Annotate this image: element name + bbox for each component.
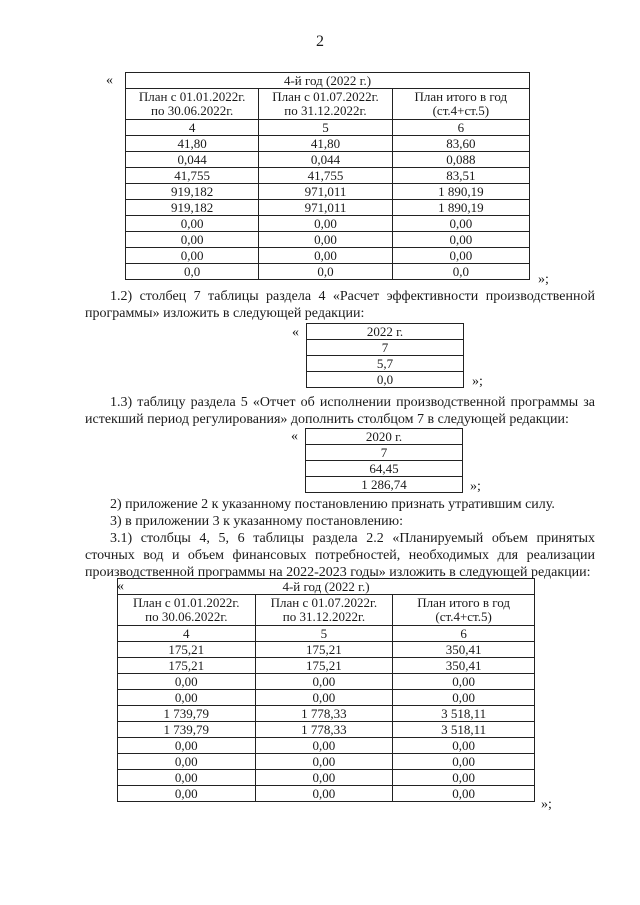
column-number-cell: 6 (392, 120, 529, 136)
year-header-cell: 4-й год (2022 г.) (118, 579, 535, 595)
table-cell: 350,41 (393, 658, 535, 674)
column-header-cell: План с 01.07.2022г. по 31.12.2022г. (259, 89, 392, 120)
table-cell: 350,41 (393, 642, 535, 658)
column-number-cell: 6 (393, 626, 535, 642)
table-cell: 971,011 (259, 200, 392, 216)
table-cell: 41,755 (126, 168, 259, 184)
table-row (118, 770, 535, 786)
table-cell: 3 518,11 (393, 706, 535, 722)
table-cell: 0,00 (259, 248, 392, 264)
table-cell: 0,00 (118, 754, 256, 770)
table-cell: 2020 г. (306, 429, 463, 445)
table-cell: 0,00 (255, 786, 393, 802)
table-row (307, 340, 464, 356)
table-cell: 0,00 (393, 754, 535, 770)
close-quote: »; (541, 797, 552, 812)
table-cell: 0,00 (255, 770, 393, 786)
column-header-cell: План с 01.01.2022г. по 30.06.2022г. (126, 89, 259, 120)
column-number-cell: 4 (118, 626, 256, 642)
table-row (126, 200, 530, 216)
table-row (126, 248, 530, 264)
table-cell: 64,45 (306, 461, 463, 477)
table-cell: 175,21 (255, 658, 393, 674)
table-cell: 0,00 (118, 738, 256, 754)
table-cell: 971,011 (259, 184, 392, 200)
close-quote: »; (538, 272, 549, 287)
table-cell: 0,00 (255, 738, 393, 754)
column-number-cell: 5 (255, 626, 393, 642)
close-quote: »; (472, 374, 483, 389)
table-cell: 1 890,19 (392, 200, 529, 216)
table-cell: 41,80 (259, 136, 392, 152)
column-number-cell: 4 (126, 120, 259, 136)
table-cell: 1 890,19 (392, 184, 529, 200)
table-cell: 2022 г. (307, 324, 464, 340)
year-header-row (126, 73, 530, 89)
table-cell: 0,00 (393, 770, 535, 786)
table-row (118, 754, 535, 770)
column-number-row (126, 120, 530, 136)
table-cell: 0,0 (126, 264, 259, 280)
table-cell: 0,044 (259, 152, 392, 168)
table-cell: 3 518,11 (393, 722, 535, 738)
year-header-cell: 4-й год (2022 г.) (126, 73, 530, 89)
table-cell: 83,51 (392, 168, 529, 184)
page-number: 2 (316, 33, 324, 50)
table-cell: 1 778,33 (255, 722, 393, 738)
table-row (118, 690, 535, 706)
table-row (118, 786, 535, 802)
open-quote: « (117, 579, 124, 594)
table-column-7-report (305, 428, 463, 493)
column-number-cell: 5 (259, 120, 392, 136)
column-header-row (126, 89, 530, 120)
table-plan-2022-section-4 (125, 72, 530, 280)
paragraph-1-3: 1.3) таблицу раздела 5 «Отчет об исполнении производственной программы за истекший период регулирования» дополнить столбцом 7 в следующей редакции: (85, 395, 595, 427)
paragraph-2: 2) приложение 2 к указанному постановлению признать утратившим силу. (110, 497, 555, 512)
table-cell: 1 286,74 (306, 477, 463, 493)
table-cell: 0,00 (255, 754, 393, 770)
table-cell: 0,00 (255, 690, 393, 706)
table-row (306, 445, 463, 461)
table-cell: 0,088 (392, 152, 529, 168)
table-row (306, 461, 463, 477)
table-cell: 175,21 (118, 642, 256, 658)
table-plan-2022-section-2-2 (117, 578, 535, 802)
table-row (126, 136, 530, 152)
table-cell: 0,00 (118, 690, 256, 706)
table-row (118, 658, 535, 674)
table-row (306, 429, 463, 445)
table-cell: 919,182 (126, 184, 259, 200)
table-cell: 0,00 (393, 738, 535, 754)
table-cell: 0,00 (392, 248, 529, 264)
table-row (307, 356, 464, 372)
column-header-cell: План итого в год (ст.4+ст.5) (393, 595, 535, 626)
table-cell: 0,0 (392, 264, 529, 280)
table-row (118, 738, 535, 754)
table-cell: 41,755 (259, 168, 392, 184)
table-row (118, 722, 535, 738)
table-cell: 0,0 (259, 264, 392, 280)
table-cell: 0,00 (392, 216, 529, 232)
table-cell: 0,00 (393, 674, 535, 690)
table-cell: 1 778,33 (255, 706, 393, 722)
table-row (118, 642, 535, 658)
table-row (307, 324, 464, 340)
table-column-7-efficiency (306, 323, 464, 388)
column-header-cell: План с 01.07.2022г. по 31.12.2022г. (255, 595, 393, 626)
table-cell: 175,21 (255, 642, 393, 658)
table-row (126, 184, 530, 200)
table-row (306, 477, 463, 493)
table-cell: 0,00 (392, 232, 529, 248)
table-cell: 1 739,79 (118, 722, 256, 738)
open-quote: « (291, 429, 298, 444)
table-row (307, 372, 464, 388)
table-cell: 7 (307, 340, 464, 356)
table-row (126, 168, 530, 184)
column-header-cell: План с 01.01.2022г. по 30.06.2022г. (118, 595, 256, 626)
table-cell: 0,00 (118, 674, 256, 690)
table-row (126, 216, 530, 232)
table-row (118, 706, 535, 722)
table-row (126, 232, 530, 248)
table-cell: 0,00 (126, 248, 259, 264)
year-header-row (118, 579, 535, 595)
table-cell: 0,00 (259, 232, 392, 248)
table-cell: 7 (306, 445, 463, 461)
column-header-row (118, 595, 535, 626)
table-cell: 5,7 (307, 356, 464, 372)
table-cell: 1 739,79 (118, 706, 256, 722)
table-cell: 0,0 (307, 372, 464, 388)
table-cell: 0,00 (255, 674, 393, 690)
table-cell: 0,00 (126, 232, 259, 248)
table-row (126, 152, 530, 168)
table-cell: 41,80 (126, 136, 259, 152)
table-cell: 0,00 (126, 216, 259, 232)
open-quote: « (292, 325, 299, 340)
table-cell: 0,00 (118, 770, 256, 786)
column-header-cell: План итого в год (ст.4+ст.5) (392, 89, 529, 120)
open-quote: « (106, 73, 113, 88)
table-cell: 0,044 (126, 152, 259, 168)
table-cell: 0,00 (393, 690, 535, 706)
table-cell: 0,00 (118, 786, 256, 802)
table-row (126, 264, 530, 280)
paragraph-3: 3) в приложении 3 к указанному постановлению: (110, 514, 404, 529)
table-cell: 0,00 (259, 216, 392, 232)
table-cell: 0,00 (393, 786, 535, 802)
table-row (118, 674, 535, 690)
column-number-row (118, 626, 535, 642)
table-cell: 175,21 (118, 658, 256, 674)
table-cell: 83,60 (392, 136, 529, 152)
paragraph-1-2: 1.2) столбец 7 таблицы раздела 4 «Расчет эффективности производственной программы» изложить в следующей редакции: (85, 289, 595, 321)
close-quote: »; (470, 479, 481, 494)
paragraph-3-1: 3.1) столбцы 4, 5, 6 таблицы раздела 2.2 «Планируемый объем принятых сточных вод и объем финансовых потребностей, необходимых для реализации производственной программы на 2022-2023 годы» изложить в следующей редакции: (85, 531, 595, 580)
table-cell: 919,182 (126, 200, 259, 216)
